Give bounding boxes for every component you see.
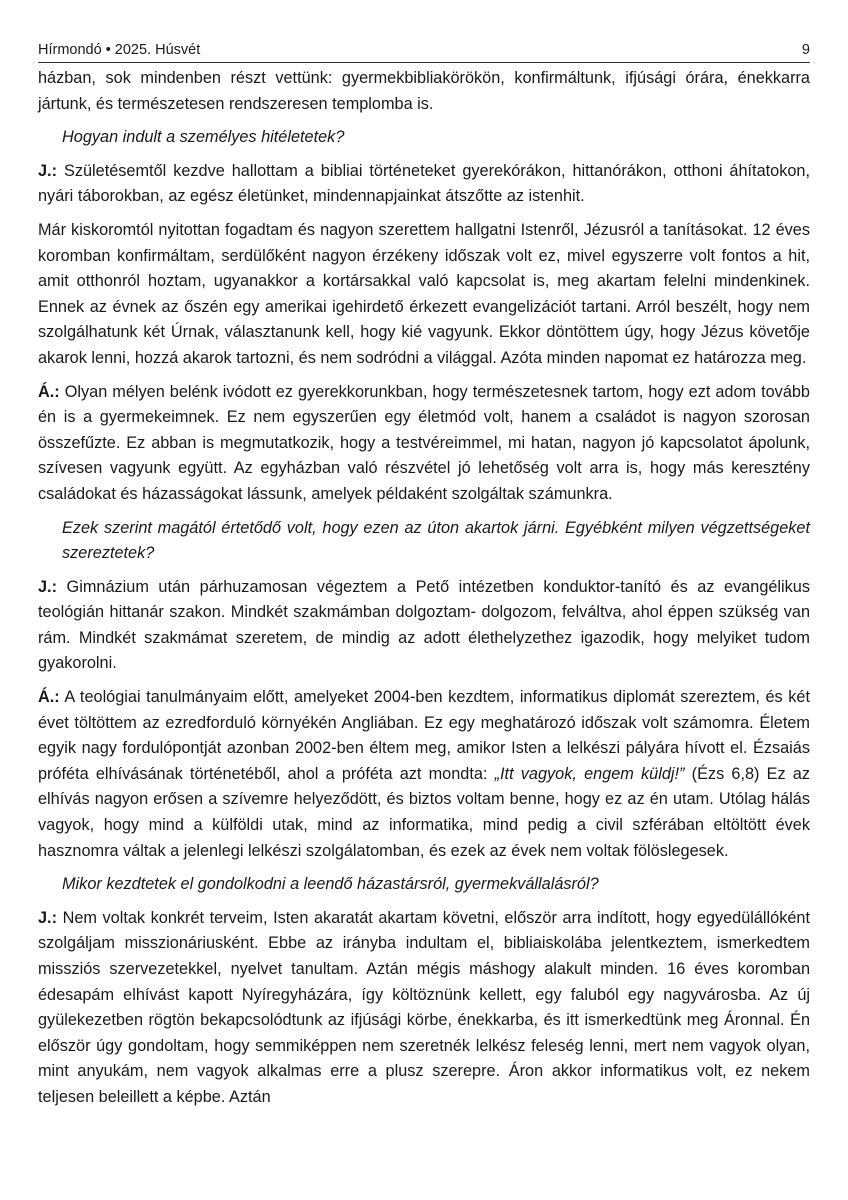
answer-text: Születésemtől kezdve hallottam a bibliai történeteket gyerekórákon, hittanórákon, otthoni áhítatokon, nyári táborokban, az egész életünket, mindennapjainkat átszőtte az istenhit. xyxy=(38,161,810,206)
answer-paragraph xyxy=(38,906,810,1111)
interview-question: Hogyan indult a személyes hitéletetek? xyxy=(62,128,345,147)
article-body xyxy=(38,66,810,1111)
answer-text: Olyan mélyen belénk ivódott ez gyerekkorunkban, hogy természetesnek tartom, hogy ezt adom tovább én is a gyermekeimnek. Ez nem egyszerűen egy életmód volt, hanem a családot is nagyon szorosan összefűzte. Ez abban is megmutatkozik, hogy a testvéreimmel, mi hatan, nagyon jó kapcsolatot ápolunk, szívesen vagyunk együtt. Az egyházban való részvétel jó lehetőség volt arra is, hogy más keresztény családokat és házasságokat lássunk, amelyek példaként szolgáltak számunkra. xyxy=(38,382,810,503)
interview-question: Ezek szerint magától értetődő volt, hogy ezen az úton akartok járni. Egyébként milyen végzettségeket szereztetek? xyxy=(62,518,810,563)
running-header xyxy=(38,42,810,63)
answer-text: Gimnázium után párhuzamosan végeztem a Pető intézetben konduktor-tanító és az evangélikus teológián hittanár szakon. Mindkét szakmámban dolgoztam- dolgozom, felváltva, ahol éppen szükség van rám. Mindkét szakmámat szeretem, de mindig az adott élethelyzethez igazodik, hogy melyiket tudom gyakorolni. xyxy=(38,577,810,673)
answer-paragraph xyxy=(38,685,810,864)
answer-paragraph xyxy=(38,575,810,677)
answer-text: A teológiai tanulmányaim előtt, amelyeket 2004-ben kezdtem, informatikus diplomát szereztem, és két évet töltöttem az ezredforduló környékén Angliában. Ez egy meghatározó időszak volt számomra. Életem egyik nagy fordulópontját azonban 2002-ben éltem meg, amikor Isten a lelkészi pályára hívott el. Ézsaiás próféta elhívásának történetéből, ahol a próféta azt mondta: xyxy=(38,688,810,783)
answer-text: (Ézs 6,8) Ez az elhívás nagyon erősen a szívemre helyeződött, és biztos voltam benne, hogy ez az én utam. Utólag hálás vagyok, hogy mind a külföldi utak, mind az informatika, mind pedig a civil szférában eltöltött évek hasznomra váltak a jelenlegi lelkészi szolgálatomban, és ezek az évek nem voltak fölöslegesek. xyxy=(38,764,810,860)
interview-question: Mikor kezdtetek el gondolkodni a leendő házastársról, gyermekvállalásról? xyxy=(62,875,599,894)
paragraph: Már kiskoromtól nyitottan fogadtam és nagyon szerettem hallgatni Istenről, Jézusról a tanításokat. 12 éves koromban konfirmáltam, serdülőként nagyon érzékeny időszak volt ez, mivel egyszerre volt fontos a hit, amit otthonról hoztam, ugyanakkor a kortársakkal való kapcsolat is, meg akartam felelni mindenkinek. Ennek az évnek az őszén egy amerikai igehirdető érkezett evangelizációt tartani. Arról beszélt, hogy nem szolgálhatunk két Úrnak, választanunk kell, hogy kié vagyunk. Ekkor döntöttem úgy, hogy Jézus követője akarok lenni, hozzá akarok tartozni, és nem sodródni a világgal. Azóta minden napomat ez határozza meg. xyxy=(38,220,810,367)
bible-quote: „Itt vagyok, engem küldj!” xyxy=(494,764,685,783)
publication-title: Hírmondó • 2025. Húsvét xyxy=(38,42,201,58)
speaker-label: Á.: xyxy=(38,688,60,707)
speaker-label: Á.: xyxy=(38,382,60,401)
answer-paragraph xyxy=(38,380,810,508)
page-number: 9 xyxy=(801,42,810,58)
speaker-label: J.: xyxy=(38,161,58,180)
paragraph: házban, sok mindenben részt vettünk: gyermekbibliakörökön, konfirmáltunk, ifjúsági órára, énekkarra jártunk, és természetesen rendszeresen templomba is. xyxy=(38,69,810,113)
answer-paragraph xyxy=(38,159,810,210)
speaker-label: J.: xyxy=(38,908,58,927)
answer-text: Nem voltak konkrét terveim, Isten akaratát akartam követni, először arra indított, hogy egyedülállóként szolgáljam misszionáriusként. Ebbe az irányba indultam el, bibliaiskolába jelentkeztem, ismerkedtem missziós szervezetekkel, nyelvet tanultam. Aztán mégis máshogy alakult minden. 16 éves koromban édesapám elhívást kapott Nyíregyházára, így költöznünk kellett, egy faluból egy nagyvárosba. Az új gyülekezetben rögtön bekapcsolódtunk az ifjúsági körbe, énekkarba, és itt ismerkedtünk meg Áronnal. Én először úgy gondoltam, hogy semmiképpen nem szeretnék lelkész feleség lenni, mert nem vagyok olyan, mint anyukám, nem vagyok alkalmas erre a plusz szerepre. Áron akkor informatikus volt, ez nekem teljesen beleillett a képbe. Aztán xyxy=(38,908,810,1106)
speaker-label: J.: xyxy=(38,577,58,596)
